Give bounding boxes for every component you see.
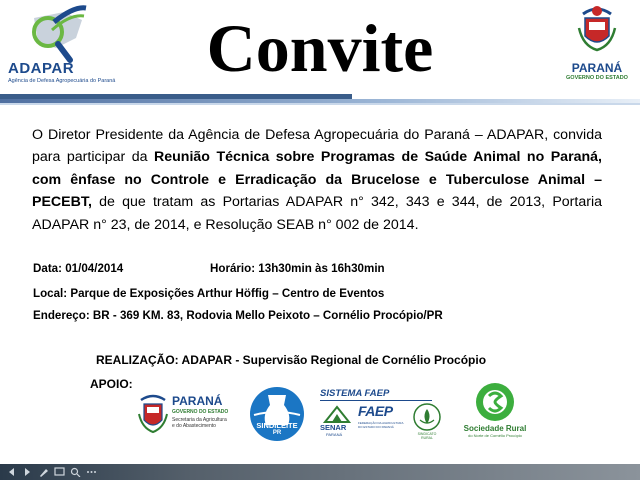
senar-emblem-icon (322, 404, 352, 424)
invitation-paragraph (32, 124, 602, 236)
event-date: Data: 01/04/2014 (33, 262, 124, 275)
faep-name: FAEP (358, 403, 393, 419)
senar-name: SENAR (320, 423, 347, 432)
faep-divider (320, 400, 432, 401)
sponsor-parana-gov: GOVERNO DO ESTADO (172, 409, 229, 415)
sponsor-parana-sec2: e do Abastecimento (172, 423, 216, 429)
faep-sub: FEDERAÇÃO DA AGRICULTURA DO ESTADO DO PARANÁ (358, 421, 404, 429)
sociedade-rural-emblem-icon (473, 382, 517, 424)
zoom-icon[interactable] (70, 467, 81, 477)
adapar-name: ADAPAR (8, 60, 75, 77)
parana-logo (558, 2, 636, 90)
sindicato-rural-name: SINDICATO RURAL (417, 432, 437, 440)
parana-subtitle: GOVERNO DO ESTADO (566, 75, 628, 81)
event-location: Local: Parque de Exposições Arthur Höffig – Centro de Eventos (33, 287, 385, 300)
sindileite-pr: PR (272, 430, 282, 436)
support-label: APOIO: (90, 377, 133, 391)
event-address: Endereço: BR - 369 KM. 83, Rodovia Mello Peixoto – Cornélio Procópio/PR (33, 309, 443, 322)
header-divider-light (0, 103, 640, 105)
next-icon[interactable] (22, 467, 33, 477)
organizer: REALIZAÇÃO: ADAPAR - Supervisão Regional de Cornélio Procópio (96, 353, 487, 367)
parana-coat-small-icon (136, 392, 170, 434)
event-time: Horário: 13h30min às 16h30min (210, 262, 385, 275)
more-options-icon[interactable] (86, 467, 97, 477)
parana-name: PARANÁ (571, 61, 623, 75)
sponsor-sociedade-rural (452, 382, 538, 440)
paragraph-intro: O Diretor Presidente da Agência de Defesa Agropecuária do Paraná – ADAPAR, convida para participar da (32, 127, 602, 166)
senar-sub: PARANÁ (326, 432, 343, 437)
sponsor-sindileite (248, 385, 306, 443)
adapar-subtitle: Agência de Defesa Agropecuária do Paraná (8, 78, 116, 84)
sociedade-rural-name: Sociedade Rural (463, 424, 527, 433)
previous-icon[interactable] (6, 467, 17, 477)
slideshow-toolbar (0, 464, 640, 480)
paragraph-ending: de que tratam as Portarias ADAPAR n° 342, 343 e 344, de 2013, Portaria ADAPAR n° 23, de 2014, e Resolução SEAB n° 002 de 2014. (32, 194, 602, 233)
sponsor-sistema-faep (318, 388, 444, 438)
sindileite-name: SINDILEITE (256, 421, 298, 430)
parana-coat-of-arms-icon (575, 2, 619, 54)
sponsor-parana-seab (136, 392, 232, 436)
sindicato-rural-emblem-icon (412, 402, 442, 432)
sponsor-parana-sec1: Secretaria da Agricultura (172, 417, 227, 423)
pen-icon[interactable] (38, 467, 49, 477)
paragraph-highlight: Reunião Técnica sobre Programas de Saúde Animal no Paraná, com ênfase no Controle e Erradicação da Brucelose e Tuberculose Animal – PECEBT, (32, 149, 602, 211)
sociedade-rural-sub: do Norte de Cornélio Procópio (468, 433, 522, 438)
sponsor-parana-name: PARANÁ (172, 394, 223, 408)
adapar-emblem-icon (4, 4, 114, 64)
faep-system-title: SISTEMA FAEP (320, 388, 390, 399)
slides-icon[interactable] (54, 467, 65, 477)
page-title: Convite (206, 10, 434, 86)
